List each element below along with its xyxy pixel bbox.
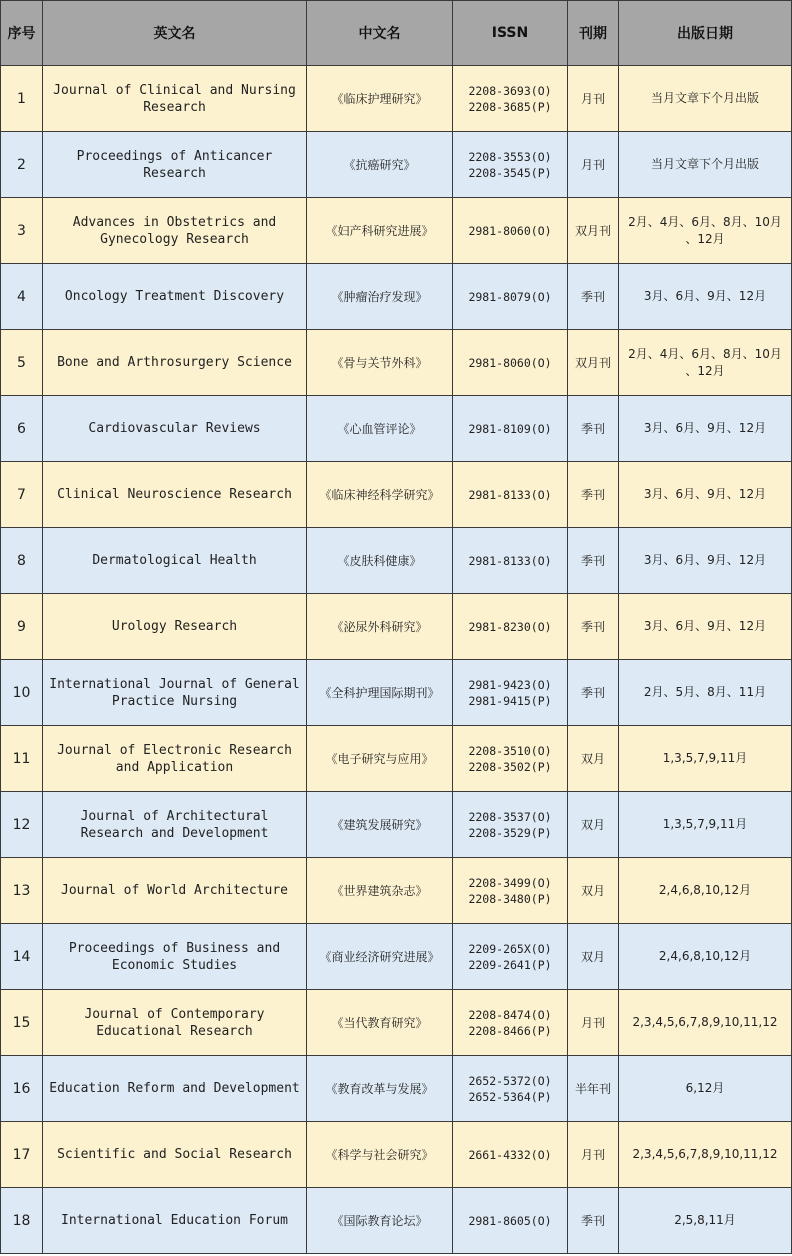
- english-name-cell: [43, 660, 307, 726]
- issn-cell: [453, 594, 568, 660]
- english-name-cell-line: Scientific and Social Research: [57, 1147, 292, 1162]
- table-row: [1, 792, 792, 858]
- frequency-cell: 季刊: [568, 528, 619, 594]
- row-number: 7: [1, 462, 43, 528]
- english-name-cell: [43, 792, 307, 858]
- issn-cell-line: 2981-9415(P): [468, 693, 552, 708]
- frequency-cell: 半年刊: [568, 1056, 619, 1122]
- publish-date-cell: [619, 132, 792, 198]
- english-name-cell: [43, 594, 307, 660]
- issn-cell: [453, 726, 568, 792]
- header-frequency: 刊期: [568, 1, 619, 66]
- issn-cell-line: 2208-3553(O): [468, 149, 552, 164]
- row-number: 5: [1, 330, 43, 396]
- publish-date-cell: [619, 924, 792, 990]
- issn-cell-line: 2208-3480(P): [468, 891, 552, 906]
- chinese-name-cell: 《肿瘤治疗发现》: [307, 264, 453, 330]
- row-number: 13: [1, 858, 43, 924]
- table-row: [1, 1122, 792, 1188]
- publish-date-cell: [619, 1188, 792, 1254]
- row-number: 6: [1, 396, 43, 462]
- row-number: 9: [1, 594, 43, 660]
- table-row: [1, 660, 792, 726]
- chinese-name-cell: 《泌尿外科研究》: [307, 594, 453, 660]
- chinese-name-cell: 《妇产科研究进展》: [307, 198, 453, 264]
- issn-cell: [453, 66, 568, 132]
- publish-date-cell: [619, 198, 792, 264]
- chinese-name-cell: 《教育改革与发展》: [307, 1056, 453, 1122]
- table-row: [1, 594, 792, 660]
- frequency-cell: 双月: [568, 924, 619, 990]
- row-number: 11: [1, 726, 43, 792]
- row-number: 2: [1, 132, 43, 198]
- chinese-name-cell: 《世界建筑杂志》: [307, 858, 453, 924]
- row-number: 3: [1, 198, 43, 264]
- issn-cell-line: 2208-3537(O): [468, 809, 552, 824]
- publish-date-cell-line: 3月、6月、9月、12月: [643, 421, 767, 435]
- publish-date-cell: [619, 858, 792, 924]
- frequency-cell: 月刊: [568, 990, 619, 1056]
- publish-date-cell-line: 1,3,5,7,9,11月: [662, 751, 748, 765]
- row-number: 15: [1, 990, 43, 1056]
- english-name-cell-line: Journal of Contemporary: [84, 1006, 265, 1022]
- row-number: 8: [1, 528, 43, 594]
- row-number: 12: [1, 792, 43, 858]
- issn-cell-line: 2208-8474(O): [468, 1007, 552, 1022]
- english-name-cell-line: and Application: [115, 759, 234, 775]
- english-name-cell-line: Cardiovascular Reviews: [88, 421, 261, 436]
- issn-cell-line: 2208-3545(P): [468, 165, 552, 180]
- english-name-cell-line: Journal of World Architecture: [61, 883, 288, 898]
- english-name-cell-line: Journal of Electronic Research: [57, 742, 292, 758]
- frequency-cell: 季刊: [568, 264, 619, 330]
- english-name-cell-line: Proceedings of Anticancer: [76, 148, 273, 164]
- issn-cell-line: 2208-3499(O): [468, 875, 552, 890]
- frequency-cell: 季刊: [568, 594, 619, 660]
- issn-cell: [453, 858, 568, 924]
- publish-date-cell-line: 2月、4月、6月、8月、10月: [628, 214, 782, 229]
- english-name-cell-line: International Education Forum: [61, 1213, 288, 1228]
- chinese-name-cell: 《国际教育论坛》: [307, 1188, 453, 1254]
- issn-cell: [453, 132, 568, 198]
- publish-date-cell-line: 3月、6月、9月、12月: [643, 289, 767, 303]
- frequency-cell: 双月: [568, 792, 619, 858]
- header-english-name: 英文名: [43, 1, 307, 66]
- issn-cell: [453, 990, 568, 1056]
- issn-cell-line: 2208-3685(P): [468, 99, 552, 114]
- english-name-cell-line: Urology Research: [111, 619, 238, 634]
- publish-date-cell-line: 当月文章下个月出版: [650, 91, 759, 105]
- publish-date-cell-line: 、12月: [685, 231, 725, 246]
- english-name-cell: [43, 66, 307, 132]
- english-name-cell-line: Research: [143, 99, 206, 115]
- header-publish-date: 出版日期: [619, 1, 792, 66]
- publish-date-cell: [619, 462, 792, 528]
- chinese-name-cell: 《皮肤科健康》: [307, 528, 453, 594]
- english-name-cell-line: Gynecology Research: [100, 231, 249, 247]
- english-name-cell-line: Clinical Neuroscience Research: [57, 487, 292, 502]
- issn-cell-line: 2208-3502(P): [468, 759, 552, 774]
- publish-date-cell-line: 2月、4月、6月、8月、10月: [628, 346, 782, 361]
- english-name-cell-line: Bone and Arthrosurgery Science: [57, 355, 292, 370]
- table-row: [1, 396, 792, 462]
- publish-date-cell: [619, 396, 792, 462]
- issn-cell-line: 2208-3693(O): [468, 83, 552, 98]
- english-name-cell: [43, 924, 307, 990]
- publish-date-cell-line: 1,3,5,7,9,11月: [662, 817, 748, 831]
- english-name-cell-line: Economic Studies: [111, 957, 238, 973]
- english-name-cell: [43, 462, 307, 528]
- frequency-cell: 季刊: [568, 462, 619, 528]
- issn-cell-line: 2981-9423(O): [468, 677, 552, 692]
- frequency-cell: 双月刊: [568, 330, 619, 396]
- publish-date-cell-line: 2月、5月、8月、11月: [643, 685, 767, 699]
- publish-date-cell: [619, 528, 792, 594]
- english-name-cell: [43, 990, 307, 1056]
- english-name-cell-line: Journal of Clinical and Nursing: [53, 82, 296, 98]
- row-number: 16: [1, 1056, 43, 1122]
- frequency-cell: 双月: [568, 858, 619, 924]
- english-name-cell-line: Practice Nursing: [111, 693, 238, 709]
- publish-date-cell: [619, 726, 792, 792]
- chinese-name-cell: 《临床护理研究》: [307, 66, 453, 132]
- english-name-cell: [43, 264, 307, 330]
- issn-cell-line: 2209-2641(P): [468, 957, 552, 972]
- english-name-cell: [43, 726, 307, 792]
- chinese-name-cell: 《当代教育研究》: [307, 990, 453, 1056]
- issn-cell: [453, 1056, 568, 1122]
- table-row: [1, 528, 792, 594]
- issn-cell-line: 2661-4332(O): [468, 1147, 552, 1162]
- table-row: [1, 198, 792, 264]
- table-row: [1, 1056, 792, 1122]
- issn-cell: [453, 660, 568, 726]
- issn-cell: [453, 1122, 568, 1188]
- publish-date-cell: [619, 1122, 792, 1188]
- header-issn: ISSN: [453, 1, 568, 66]
- frequency-cell: 双月: [568, 726, 619, 792]
- publish-date-cell-line: 2,4,6,8,10,12月: [658, 949, 752, 963]
- publish-date-cell-line: 2,5,8,11月: [674, 1213, 736, 1227]
- english-name-cell-line: Education Reform and Development: [49, 1081, 300, 1096]
- english-name-cell: [43, 1122, 307, 1188]
- issn-cell-line: 2652-5372(O): [468, 1073, 552, 1088]
- issn-cell-line: 2981-8079(O): [468, 289, 552, 304]
- issn-cell-line: 2981-8133(O): [468, 553, 552, 568]
- frequency-cell: 月刊: [568, 66, 619, 132]
- table-body: [1, 66, 792, 1254]
- header-row: [1, 1, 792, 66]
- english-name-cell-line: Oncology Treatment Discovery: [64, 289, 285, 304]
- table-row: [1, 726, 792, 792]
- issn-cell-line: 2208-3510(O): [468, 743, 552, 758]
- chinese-name-cell: 《全科护理国际期刊》: [307, 660, 453, 726]
- table-row: [1, 462, 792, 528]
- publish-date-cell: [619, 792, 792, 858]
- issn-cell-line: 2981-8109(O): [468, 421, 552, 436]
- publish-date-cell: [619, 594, 792, 660]
- publish-date-cell-line: 3月、6月、9月、12月: [643, 487, 767, 501]
- publish-date-cell: [619, 330, 792, 396]
- row-number: 4: [1, 264, 43, 330]
- issn-cell: [453, 198, 568, 264]
- publish-date-cell-line: 2,3,4,5,6,7,8,9,10,11,12: [632, 1015, 778, 1029]
- row-number: 14: [1, 924, 43, 990]
- issn-cell: [453, 924, 568, 990]
- publish-date-cell-line: 3月、6月、9月、12月: [643, 553, 767, 567]
- publish-date-cell: [619, 66, 792, 132]
- table-row: [1, 330, 792, 396]
- frequency-cell: 季刊: [568, 396, 619, 462]
- english-name-cell: [43, 198, 307, 264]
- issn-cell: [453, 1188, 568, 1254]
- frequency-cell: 月刊: [568, 132, 619, 198]
- table-row: [1, 264, 792, 330]
- issn-cell-line: 2208-8466(P): [468, 1023, 552, 1038]
- english-name-cell: [43, 858, 307, 924]
- table-row: [1, 990, 792, 1056]
- table-row: [1, 132, 792, 198]
- english-name-cell-line: Research: [143, 165, 206, 181]
- publish-date-cell-line: 6,12月: [685, 1081, 725, 1095]
- table-row: [1, 858, 792, 924]
- english-name-cell-line: Dermatological Health: [92, 553, 257, 568]
- publish-date-cell-line: 2,3,4,5,6,7,8,9,10,11,12: [632, 1147, 778, 1161]
- english-name-cell: [43, 1056, 307, 1122]
- frequency-cell: 双月刊: [568, 198, 619, 264]
- english-name-cell-line: Advances in Obstetrics and: [72, 214, 277, 230]
- issn-cell-line: 2981-8230(O): [468, 619, 552, 634]
- english-name-cell: [43, 1188, 307, 1254]
- issn-cell-line: 2209-265X(O): [468, 941, 552, 956]
- frequency-cell: 季刊: [568, 660, 619, 726]
- chinese-name-cell: 《电子研究与应用》: [307, 726, 453, 792]
- issn-cell: [453, 396, 568, 462]
- row-number: 18: [1, 1188, 43, 1254]
- issn-cell-line: 2981-8133(O): [468, 487, 552, 502]
- publish-date-cell-line: 、12月: [685, 363, 725, 378]
- issn-cell-line: 2981-8060(O): [468, 355, 552, 370]
- publish-date-cell-line: 2,4,6,8,10,12月: [658, 883, 752, 897]
- english-name-cell-line: Proceedings of Business and: [68, 940, 281, 956]
- table-row: [1, 924, 792, 990]
- header-number: 序号: [1, 1, 43, 66]
- issn-cell: [453, 462, 568, 528]
- issn-cell-line: 2652-5364(P): [468, 1089, 552, 1104]
- publish-date-cell: [619, 1056, 792, 1122]
- english-name-cell: [43, 132, 307, 198]
- issn-cell: [453, 792, 568, 858]
- table-row: [1, 66, 792, 132]
- publish-date-cell-line: 当月文章下个月出版: [650, 157, 759, 171]
- english-name-cell: [43, 330, 307, 396]
- chinese-name-cell: 《抗癌研究》: [307, 132, 453, 198]
- row-number: 10: [1, 660, 43, 726]
- english-name-cell: [43, 528, 307, 594]
- row-number: 17: [1, 1122, 43, 1188]
- frequency-cell: 月刊: [568, 1122, 619, 1188]
- english-name-cell-line: Journal of Architectural: [80, 808, 269, 824]
- english-name-cell-line: International Journal of General: [49, 676, 300, 692]
- publish-date-cell: [619, 264, 792, 330]
- issn-cell: [453, 528, 568, 594]
- header-chinese-name: 中文名: [307, 1, 453, 66]
- chinese-name-cell: 《心血管评论》: [307, 396, 453, 462]
- chinese-name-cell: 《科学与社会研究》: [307, 1122, 453, 1188]
- issn-cell-line: 2981-8605(O): [468, 1213, 552, 1228]
- chinese-name-cell: 《商业经济研究进展》: [307, 924, 453, 990]
- publish-date-cell: [619, 990, 792, 1056]
- english-name-cell-line: Research and Development: [80, 825, 269, 841]
- issn-cell-line: 2208-3529(P): [468, 825, 552, 840]
- row-number: 1: [1, 66, 43, 132]
- chinese-name-cell: 《骨与关节外科》: [307, 330, 453, 396]
- publish-date-cell: [619, 660, 792, 726]
- publish-date-cell-line: 3月、6月、9月、12月: [643, 619, 767, 633]
- frequency-cell: 季刊: [568, 1188, 619, 1254]
- table-row: [1, 1188, 792, 1254]
- chinese-name-cell: 《建筑发展研究》: [307, 792, 453, 858]
- english-name-cell: [43, 396, 307, 462]
- issn-cell: [453, 330, 568, 396]
- chinese-name-cell: 《临床神经科学研究》: [307, 462, 453, 528]
- english-name-cell-line: Educational Research: [96, 1023, 253, 1039]
- issn-cell: [453, 264, 568, 330]
- issn-cell-line: 2981-8060(O): [468, 223, 552, 238]
